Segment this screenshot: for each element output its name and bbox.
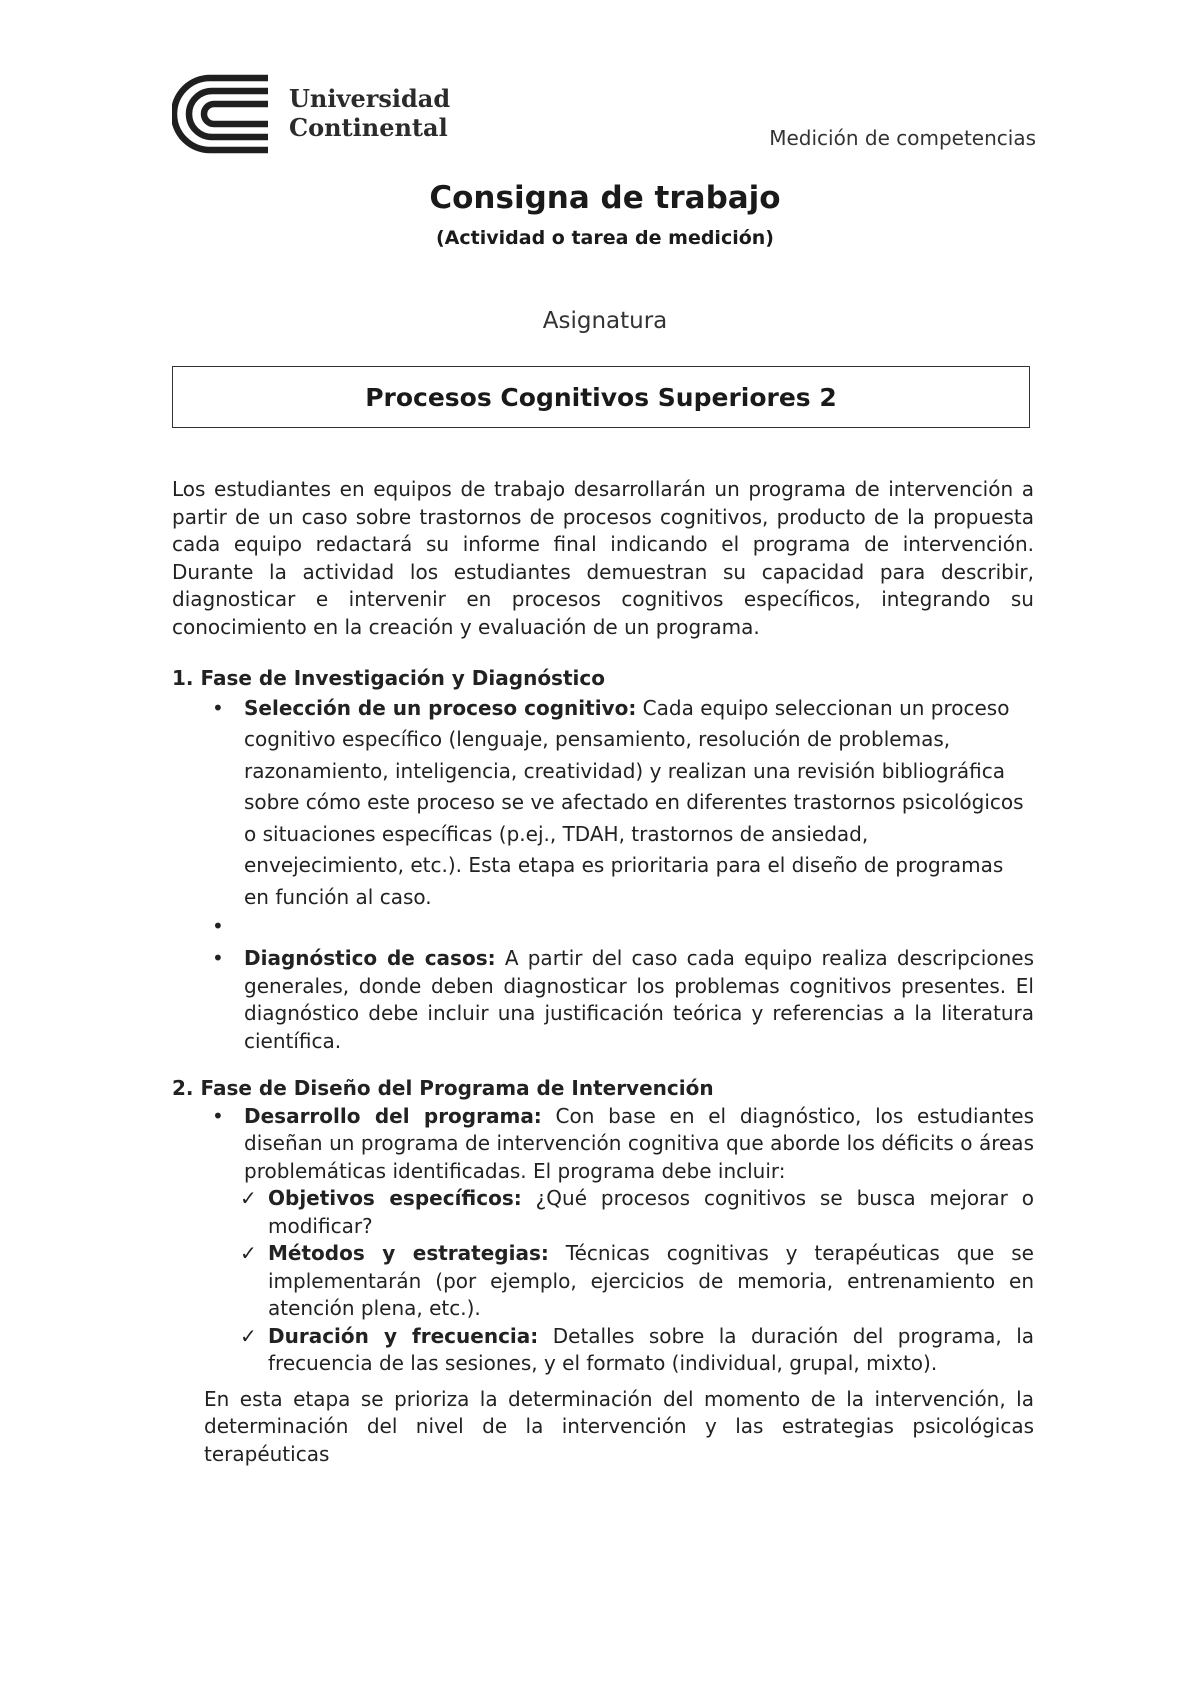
checkmark-icon: ✓ <box>240 1241 257 1265</box>
item-label: Diagnóstico de casos: <box>244 946 496 970</box>
asignatura-label: Asignatura <box>542 308 668 334</box>
document-subtitle: (Actividad o tarea de medición) <box>436 227 774 249</box>
check-text: ¿Qué procesos cognitivos se busca mejorar o modificar? <box>268 1186 1034 1238</box>
header-label: Medición de competencias <box>769 126 1036 150</box>
item-label: Desarrollo del programa: <box>244 1103 542 1128</box>
document-title: Consigna de trabajo <box>429 180 781 216</box>
check-item <box>240 1323 1034 1378</box>
logo-wordmark <box>289 84 450 142</box>
university-logo <box>172 74 462 154</box>
check-text: Técnicas cognitivas y terapéuticas que se implementarán (por ejemplo, ejercicios de memoria, entrenamiento en atención plena, etc.). <box>268 1241 1034 1320</box>
phase-1-title: 1. Fase de Investigación y Diagnóstico <box>172 666 605 690</box>
document-body <box>172 476 1034 1468</box>
check-item <box>240 1240 1034 1323</box>
course-box <box>172 366 1030 428</box>
check-item <box>240 1185 1034 1240</box>
list-item <box>212 1103 1034 1186</box>
list-item <box>212 693 1034 914</box>
phase-2-list <box>172 1103 1034 1186</box>
closing-paragraph: En esta etapa se prioriza la determinación del momento de la intervención, la determinación del nivel de la intervención y las estrategias psicológicas terapéuticas <box>204 1386 1034 1466</box>
check-label: Objetivos específicos: <box>268 1186 522 1210</box>
program-checklist <box>212 1185 1034 1378</box>
logo-line-2: Continental <box>289 113 448 142</box>
item-text: Con base en el diagnóstico, los estudiantes diseñan un programa de intervención cognitiva que aborde los déficits o áreas problemáticas identificadas. El programa debe incluir: <box>244 1103 1035 1183</box>
item-label: Selección de un proceso cognitivo: <box>244 695 637 720</box>
item-text: Cada equipo seleccionan un proceso cognitivo específico (lenguaje, pensamiento, resolución de problemas, razonamiento, inteligencia, creatividad) y realizan una revisión bibliográfica sobre cómo este proceso se ve afectado en diferentes trastornos psicológicos o situaciones específicas (p.ej., TDAH, trastornos de ansiedad, envejecimiento, etc.). Esta etapa es prioritaria para el diseño de programas en función al caso. <box>244 695 1024 909</box>
list-spacer <box>212 913 1034 945</box>
phase-2-title: 2. Fase de Diseño del Programa de Intervención <box>172 1076 714 1100</box>
check-text: Detalles sobre la duración del programa, la frecuencia de las sesiones, y el formato (individual, grupal, mixto). <box>268 1323 1034 1375</box>
item-text: A partir del caso cada equipo realiza descripciones generales, donde deben diagnosticar los problemas cognitivos presentes. El diagnóstico debe incluir una justificación teórica y referencias a la literatura científica. <box>244 946 1034 1053</box>
checkmark-icon: ✓ <box>240 1186 257 1210</box>
course-name: Procesos Cognitivos Superiores 2 <box>365 382 837 412</box>
intro-paragraph: Los estudiantes en equipos de trabajo desarrollarán un programa de intervención a partir de un caso sobre trastornos de procesos cognitivos, producto de la propuesta cada equipo redactará su informe final indicando el programa de intervención. Durante la actividad los estudiantes demuestran su capacidad para describir, diagnosticar e intervenir en procesos cognitivos específicos, integrando su conocimiento en la creación y evaluación de un programa. <box>172 477 1034 639</box>
checkmark-icon: ✓ <box>240 1323 257 1348</box>
list-item <box>212 945 1034 1055</box>
logo-line-1: Universidad <box>289 84 451 113</box>
check-label: Duración y frecuencia: <box>268 1323 539 1348</box>
check-label: Métodos y estrategias: <box>268 1241 549 1265</box>
phase-1-list <box>172 693 1034 1056</box>
continental-logo-icon <box>172 74 272 154</box>
